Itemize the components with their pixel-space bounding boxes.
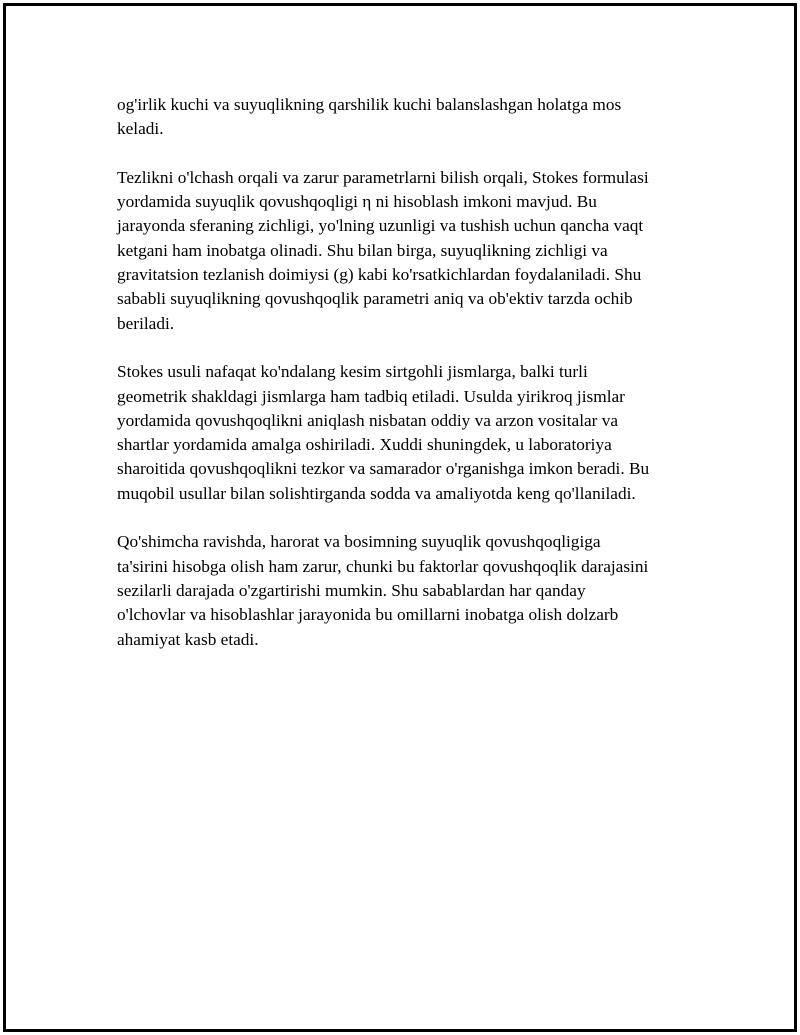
paragraph-line: gravitatsion tezlanish doimiysi (g) kabi ko'rsatkichlardan foydalaniladi. Shu — [117, 265, 642, 285]
paragraph-line: Qo'shimcha ravishda, harorat va bosimning suyuqlik qovushqoqligiga — [117, 532, 601, 552]
paragraph-1 — [117, 93, 692, 142]
paragraph-3 — [117, 360, 692, 506]
paragraph-line: Tezlikni o'lchash orqali va zarur parametrlarni bilish orqali, Stokes formulasi — [117, 167, 649, 187]
paragraph-line: muqobil usullar bilan solishtirganda sodda va amaliyotda keng qo'llaniladi. — [117, 483, 636, 503]
paragraph-line: o'lchovlar va hisoblashlar jarayonida bu omillarni inobatga olish dolzarb — [117, 605, 619, 625]
paragraph-line: beriladi. — [117, 313, 175, 333]
paragraph-line: ketgani ham inobatga olinadi. Shu bilan birga, suyuqlikning zichligi va — [117, 240, 608, 260]
paragraph-line: Stokes usuli nafaqat ko'ndalang kesim sirtgohli jismlarga, balki turli — [117, 362, 588, 382]
paragraph-line: sababli suyuqlikning qovushqoqlik parametri aniq va ob'ektiv tarzda ochib — [117, 289, 633, 309]
paragraph-line: geometrik shakldagi jismlarga ham tadbiq etiladi. Usulda yirikroq jismlar — [117, 386, 625, 406]
paragraph-4 — [117, 530, 692, 651]
paragraph-line: jarayonda sferaning zichligi, yo'lning uzunligi va tushish uchun qancha vaqt — [117, 216, 644, 236]
paragraph-line: og'irlik kuchi va suyuqlikning qarshilik kuchi balanslashgan holatga mos — [117, 95, 622, 114]
paragraph-line: yordamida suyuqlik qovushqoqligi η ni hisoblash imkoni mavjud. Bu — [117, 192, 597, 212]
document-body — [117, 93, 692, 676]
paragraph-line: sezilarli darajada o'zgartirishi mumkin. Shu sabablardan har qanday — [117, 580, 586, 600]
paragraph-2 — [117, 166, 692, 336]
paragraph-line: shartlar yordamida amalga oshiriladi. Xuddi shuningdek, u laboratoriya — [117, 435, 612, 455]
paragraph-line: ahamiyat kasb etadi. — [117, 629, 259, 649]
paragraph-line: keladi. — [117, 119, 164, 139]
paragraph-line: sharoitida qovushqoqlikni tezkor va samarador o'rganishga imkon beradi. Bu — [117, 459, 650, 479]
paragraph-line: ta'sirini hisobga olish ham zarur, chunki bu faktorlar qovushqoqlik darajasini — [117, 556, 649, 576]
paragraph-line: yordamida qovushqoqlikni aniqlash nisbatan oddiy va arzon vositalar va — [117, 410, 619, 430]
